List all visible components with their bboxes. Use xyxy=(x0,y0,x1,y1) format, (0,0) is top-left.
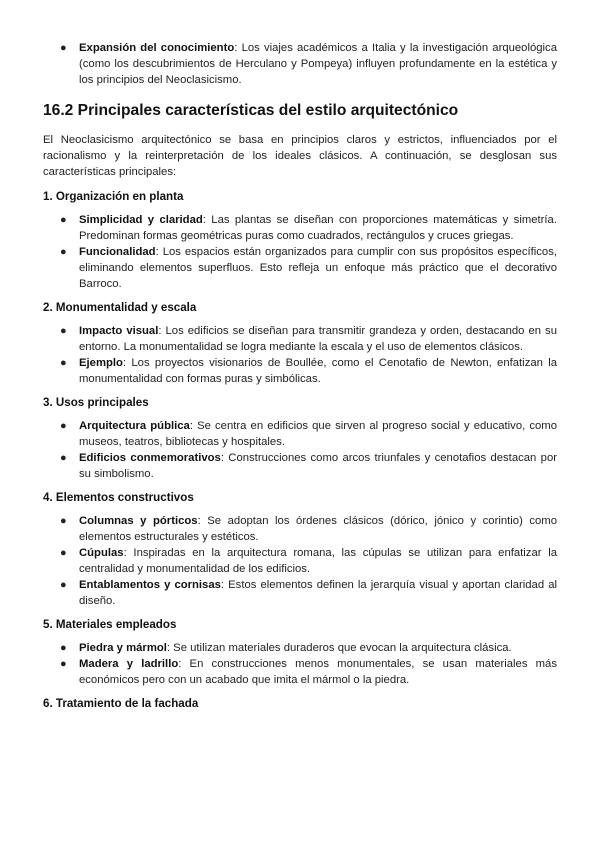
subsection-heading: 1. Organización en planta xyxy=(43,190,184,203)
bullet-list xyxy=(43,212,557,292)
item-text: : Se utilizan materiales duraderos que evocan la arquitectura clásica. xyxy=(166,642,512,654)
item-text: : Se centra en edificios que sirven al progreso social y educativo, como museos, teatros, bibliotecas y hospitales. xyxy=(79,420,557,448)
list-item xyxy=(43,323,557,355)
item-text: : Inspiradas en la arquitectura romana, las cúpulas se utilizan para enfatizar la centralidad y monumentalidad de los edificios. xyxy=(79,547,557,575)
bullet-icon: ● xyxy=(60,579,67,591)
bullet-icon: ● xyxy=(60,357,67,369)
item-term: Piedra y mármol xyxy=(79,642,167,654)
list-item xyxy=(43,418,557,450)
item-term: Madera y ladrillo xyxy=(79,658,179,670)
item-text: : Las plantas se diseñan con proporciones matemáticas y simetría. Predominan formas geométricas puras como cuadrados, rectángulos y cruces griegas. xyxy=(79,214,557,242)
item-term: Columnas y pórticos xyxy=(79,515,198,527)
item-term: Cúpulas xyxy=(79,547,124,559)
list-item xyxy=(43,545,557,577)
subsection-fachada xyxy=(43,697,557,710)
item-term: Edificios conmemorativos xyxy=(79,452,221,464)
bullet-list xyxy=(43,640,557,688)
item-text: : Se adoptan los órdenes clásicos (dórico, jónico y corintio) como elementos estructurales y estéticos. xyxy=(79,515,558,543)
list-item xyxy=(43,244,557,292)
section-title: 16.2 Principales características del estilo arquitectónico xyxy=(43,102,459,119)
subsection-heading: 2. Monumentalidad y escala xyxy=(43,301,197,314)
bullet-icon: ● xyxy=(60,642,67,654)
list-item xyxy=(43,212,557,244)
item-text: : En construcciones menos monumentales, se usan materiales más económicos pero con un acabado que imita el mármol o la piedra. xyxy=(79,658,557,686)
bullet-icon: ● xyxy=(60,452,67,464)
item-term: Expansión del conocimiento xyxy=(79,42,235,54)
top-list-block xyxy=(43,40,557,88)
list-item xyxy=(43,40,557,88)
item-term: Ejemplo xyxy=(79,357,123,369)
item-text: : Los espacios están organizados para cumplir con sus propósitos específicos, eliminando elementos superfluos. Esto refleja un enfoque más práctico que el decorativo Barroco. xyxy=(79,246,557,290)
bullet-list xyxy=(43,418,557,482)
item-term: Arquitectura pública xyxy=(79,420,190,432)
bullet-list xyxy=(43,323,557,387)
item-term: Entablamentos y cornisas xyxy=(79,579,221,591)
list-item xyxy=(43,640,557,656)
subsection-heading: 6. Tratamiento de la fachada xyxy=(43,697,199,710)
top-bullet-list xyxy=(43,40,557,88)
item-text: : Los viajes académicos a Italia y la investigación arqueológica (como los descubrimientos de Herculano y Pompeya) influyen profundamente en la estética y los principios del Neoclasicismo. xyxy=(79,42,557,86)
subsection-monumentalidad xyxy=(43,301,557,387)
bullet-icon: ● xyxy=(60,547,67,559)
item-term: Simplicidad y claridad xyxy=(79,214,203,226)
subsection-materiales xyxy=(43,618,557,688)
item-text: : Los edificios se diseñan para transmitir grandeza y orden, destacando en su entorno. La monumentalidad se logra mediante la escala y el uso de elementos clásicos. xyxy=(79,325,557,353)
bullet-icon: ● xyxy=(60,515,67,527)
section-intro: El Neoclasicismo arquitectónico se basa en principios claros y estrictos, influenciados por el racionalismo y la reinterpretación de los ideales clásicos. A continuación, se desglosan sus características principales: xyxy=(43,134,557,178)
subsection-elementos xyxy=(43,491,557,609)
item-text: : Construcciones como arcos triunfales y cenotafios destacan por su simbolismo. xyxy=(79,452,557,480)
list-item xyxy=(43,355,557,387)
subsection-usos xyxy=(43,396,557,482)
bullet-icon: ● xyxy=(60,658,67,670)
item-text: : Los proyectos visionarios de Boullée, como el Cenotafio de Newton, enfatizan la monumentalidad con formas puras y simbólicas. xyxy=(79,357,557,385)
list-item xyxy=(43,450,557,482)
list-item xyxy=(43,656,557,688)
subsection-heading: 4. Elementos constructivos xyxy=(43,491,194,504)
bullet-icon: ● xyxy=(60,214,67,226)
bullet-icon: ● xyxy=(60,42,67,54)
subsection-heading: 3. Usos principales xyxy=(43,396,149,409)
subsection-planta xyxy=(43,190,557,292)
bullet-list xyxy=(43,513,557,609)
bullet-icon: ● xyxy=(60,325,67,337)
bullet-icon: ● xyxy=(60,246,67,258)
list-item xyxy=(43,513,557,545)
subsection-heading: 5. Materiales empleados xyxy=(43,618,177,631)
item-text: : Estos elementos definen la jerarquía visual y aportan claridad al diseño. xyxy=(79,579,557,607)
bullet-icon: ● xyxy=(60,420,67,432)
item-term: Funcionalidad xyxy=(79,246,156,258)
item-term: Impacto visual xyxy=(79,325,159,337)
list-item xyxy=(43,577,557,609)
